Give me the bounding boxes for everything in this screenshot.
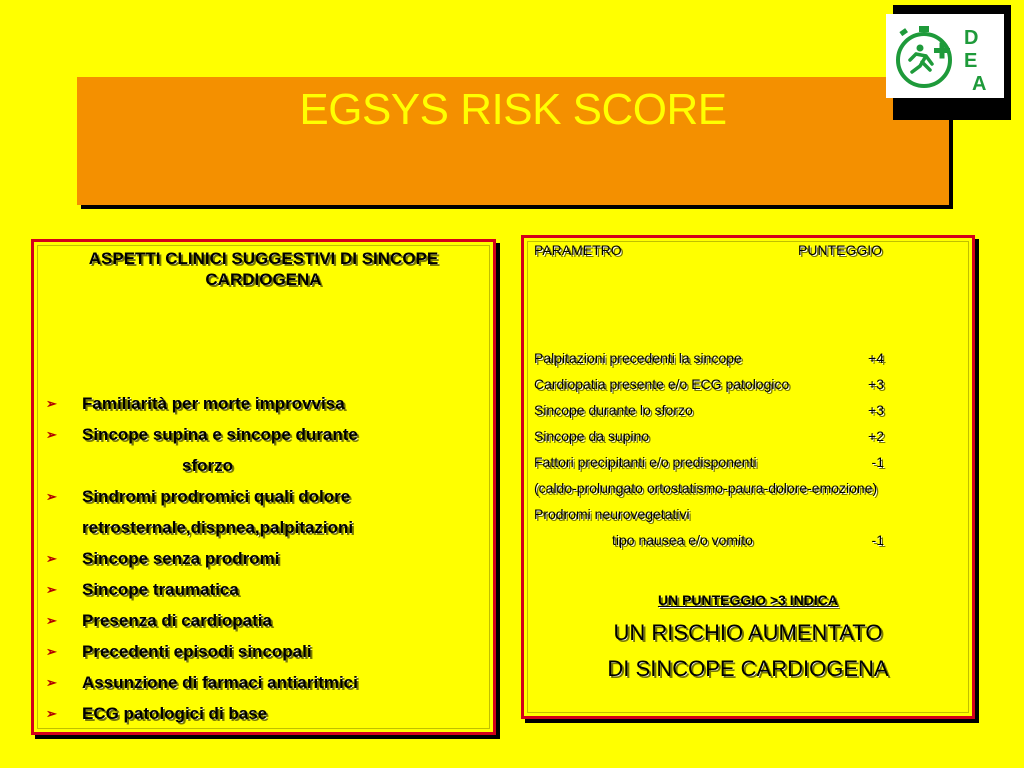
table-row: Fattori precipitanti e/o predisponenti -1 — [534, 454, 884, 470]
risk-statement-line-1: UN RISCHIO AUMENTATO — [613, 620, 883, 645]
svg-text:E: E — [964, 50, 978, 72]
list-item: ➢ Sincope supina e sincope durante — [44, 419, 484, 450]
table-row: tipo nausea e/o vomito -1 — [612, 532, 884, 548]
clinical-aspects-list — [44, 388, 484, 729]
heading-line-1: ASPETTI CLINICI SUGGESTIVI DI SINCOPE — [88, 249, 439, 268]
score-panel — [521, 235, 975, 719]
clinical-aspects-heading — [34, 248, 493, 290]
list-item: ➢ Precedenti episodi sincopali — [44, 636, 484, 667]
list-item: ➢ Assunzione di farmaci antiaritmici — [44, 667, 484, 698]
table-row: (caldo-prolungato ortostatismo-paura-dolore-emozione) — [534, 480, 878, 496]
arrow-bullet-icon: ➢ — [46, 551, 57, 566]
table-row: Sincope durante lo sforzo +3 — [534, 402, 884, 418]
table-row: Sincope da supino +2 — [534, 428, 884, 444]
arrow-bullet-icon: ➢ — [46, 675, 57, 690]
list-item: ➢ Presenza di cardiopatia — [44, 605, 484, 636]
list-item: ➢ Sincope senza prodromi — [44, 543, 484, 574]
title-banner — [77, 77, 949, 205]
column-header-parameter: PARAMETRO — [534, 242, 622, 258]
risk-statement-line-2: DI SINCOPE CARDIOGENA — [607, 656, 889, 681]
slide-title: EGSYS RISK SCORE — [299, 85, 727, 134]
list-item-continuation: sforzo — [182, 456, 233, 475]
table-row: Palpitazioni precedenti la sincope +4 — [534, 350, 884, 366]
list-item-continuation: retrosternale,dispnea,palpitazioni — [82, 518, 354, 537]
list-item: ➢ Sincope traumatica — [44, 574, 484, 605]
arrow-bullet-icon: ➢ — [46, 396, 57, 411]
arrow-bullet-icon: ➢ — [46, 582, 57, 597]
list-item: ➢ Sindromi prodromici quali dolore — [44, 481, 484, 512]
stopwatch-dea-logo-icon — [886, 14, 1004, 98]
arrow-bullet-icon: ➢ — [46, 644, 57, 659]
list-item: ➢ Familiarità per morte improvvisa — [44, 388, 484, 419]
list-item: ➢ ECG patologici di base — [44, 698, 484, 729]
svg-text:A: A — [972, 73, 987, 95]
score-table — [534, 350, 964, 558]
arrow-bullet-icon: ➢ — [46, 489, 57, 504]
table-row: Prodromi neurovegetativi — [534, 506, 690, 522]
threshold-note: UN PUNTEGGIO >3 INDICA — [657, 592, 839, 608]
column-header-score: PUNTEGGIO — [798, 242, 883, 258]
table-row: Cardiopatia presente e/o ECG patologico +3 — [534, 376, 884, 392]
arrow-bullet-icon: ➢ — [46, 613, 57, 628]
clinical-aspects-panel — [31, 239, 496, 735]
arrow-bullet-icon: ➢ — [46, 427, 57, 442]
dea-logo — [886, 14, 1004, 98]
heading-line-2: CARDIOGENA — [205, 270, 322, 289]
arrow-bullet-icon: ➢ — [46, 706, 57, 721]
svg-text:D: D — [964, 27, 979, 49]
